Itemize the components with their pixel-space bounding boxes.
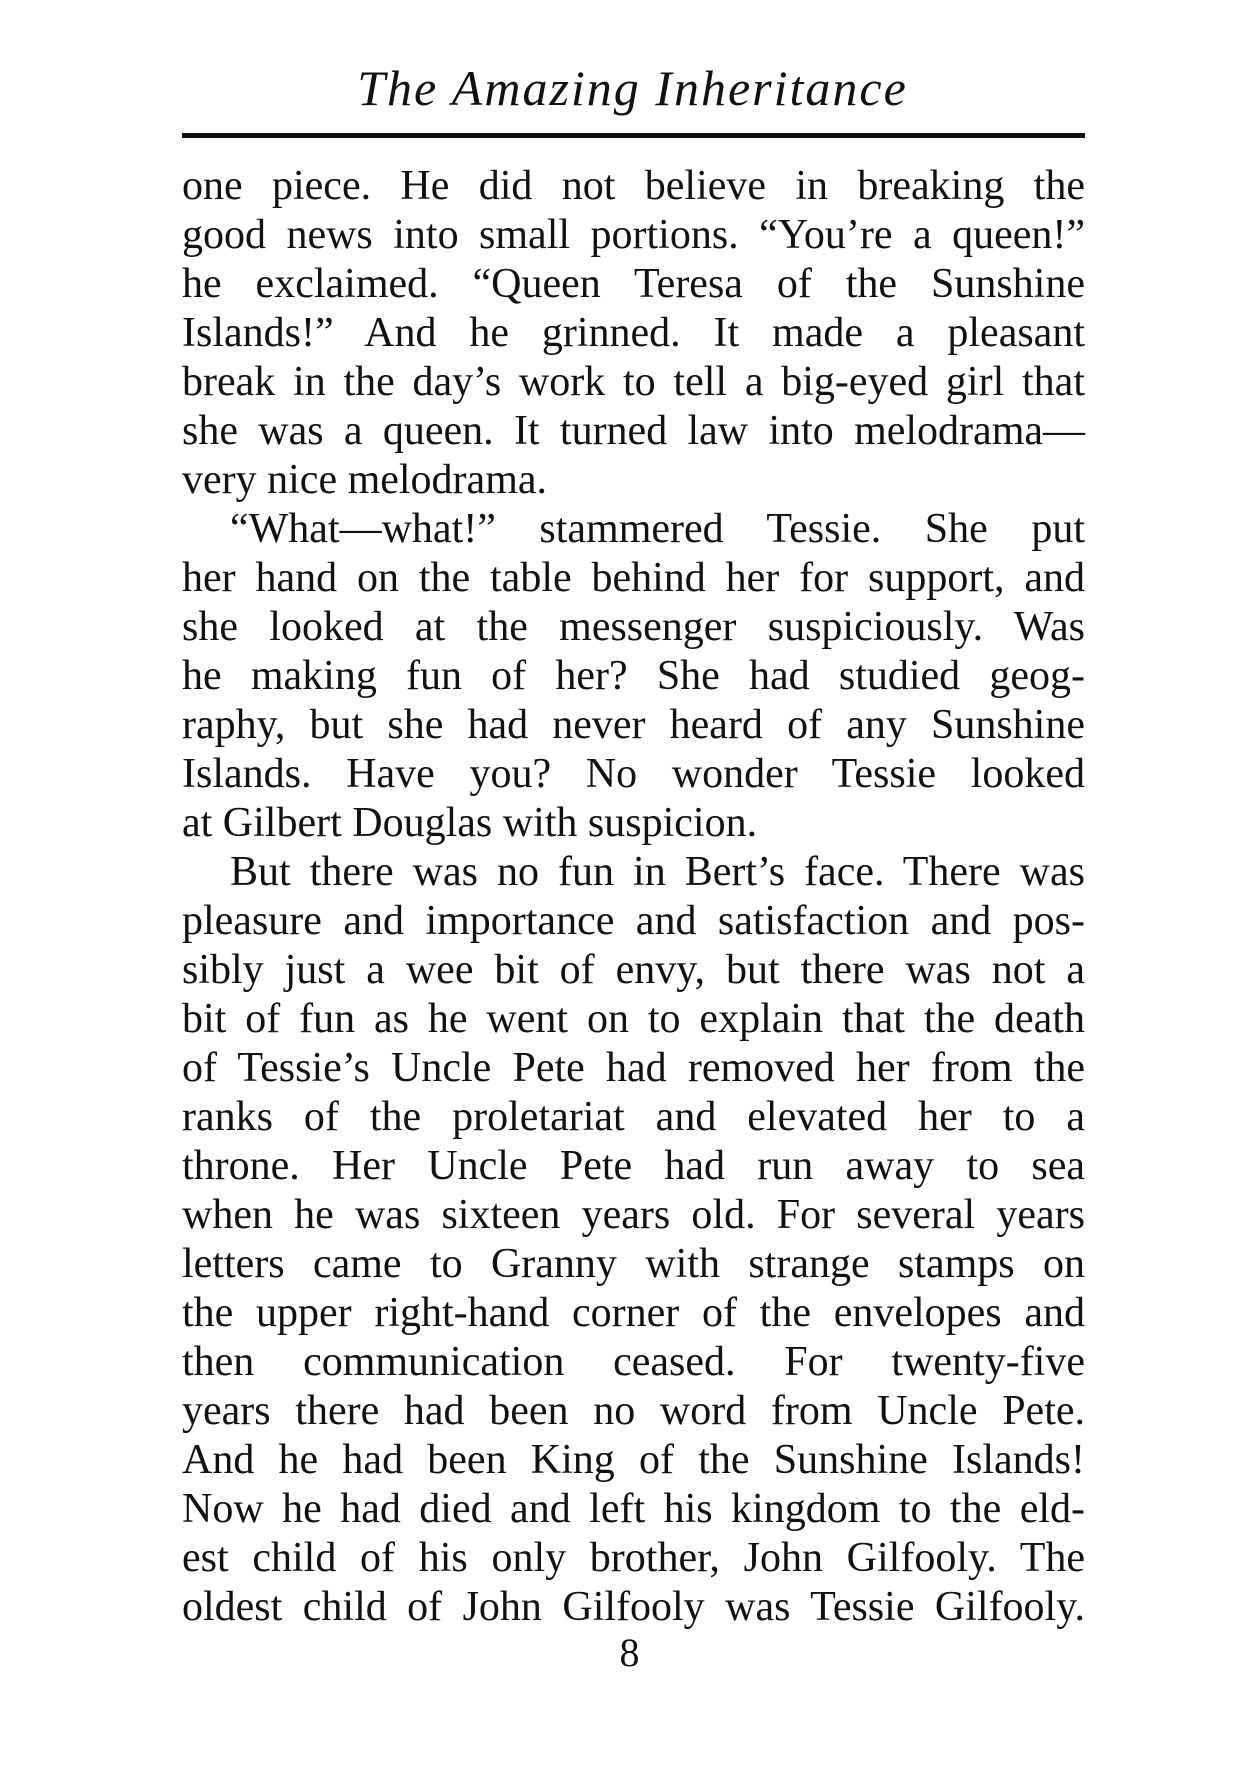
text-line: throne. Her Uncle Pete had run away to sea bbox=[182, 1143, 1085, 1189]
text-line: then communication ceased. For twenty-five bbox=[182, 1339, 1085, 1385]
text-line: pleasure and importance and satisfaction and pos- bbox=[182, 898, 1085, 944]
text-line: And he had been King of the Sunshine Islands! bbox=[182, 1437, 1085, 1483]
text-line: at Gilbert Douglas with suspicion. bbox=[182, 800, 758, 846]
text-line: of Tessie’s Uncle Pete had removed her from the bbox=[182, 1045, 1085, 1091]
text-line: years there had been no word from Uncle Pete. bbox=[182, 1388, 1085, 1434]
body-text bbox=[182, 162, 1085, 1632]
page-number: 8 bbox=[619, 1630, 640, 1675]
text-line: when he was sixteen years old. For several years bbox=[182, 1192, 1085, 1238]
text-line: the upper right-hand corner of the envelopes and bbox=[182, 1290, 1085, 1336]
text-line: raphy, but she had never heard of any Sunshine bbox=[182, 702, 1085, 748]
text-line: one piece. He did not believe in breaking the bbox=[182, 163, 1085, 209]
header-rule bbox=[182, 133, 1085, 138]
text-line: ranks of the proletariat and elevated her to a bbox=[182, 1094, 1085, 1140]
text-line: Islands!” And he grinned. It made a pleasant bbox=[182, 310, 1085, 356]
text-line: he making fun of her? She had studied geog- bbox=[182, 653, 1085, 699]
text-line: he exclaimed. “Queen Teresa of the Sunshine bbox=[182, 261, 1085, 307]
text-line: Now he had died and left his kingdom to the eld- bbox=[182, 1486, 1085, 1532]
text-line: good news into small portions. “You’re a queen!” bbox=[182, 212, 1085, 258]
text-line: very nice melodrama. bbox=[182, 457, 547, 503]
text-line: she was a queen. It turned law into melodrama— bbox=[182, 408, 1085, 454]
text-line: she looked at the messenger suspiciously. Was bbox=[182, 604, 1085, 650]
text-line: est child of his only brother, John Gilfooly. The bbox=[182, 1535, 1085, 1581]
text-line: sibly just a wee bit of envy, but there was not a bbox=[182, 947, 1085, 993]
text-line: bit of fun as he went on to explain that the death bbox=[182, 996, 1085, 1042]
text-line: Islands. Have you? No wonder Tessie looked bbox=[182, 751, 1085, 797]
paragraph-first-line: But there was no fun in Bert’s face. There was bbox=[230, 849, 1085, 895]
text-line: break in the day’s work to tell a big-eyed girl that bbox=[182, 359, 1085, 405]
text-line: her hand on the table behind her for support, and bbox=[182, 555, 1085, 601]
text-line: oldest child of John Gilfooly was Tessie Gilfooly. bbox=[182, 1584, 1085, 1630]
running-head-title: The Amazing Inheritance bbox=[357, 60, 908, 116]
paragraph-first-line: “What—what!” stammered Tessie. She put bbox=[230, 506, 1085, 552]
text-line: letters came to Granny with strange stamps on bbox=[182, 1241, 1085, 1287]
